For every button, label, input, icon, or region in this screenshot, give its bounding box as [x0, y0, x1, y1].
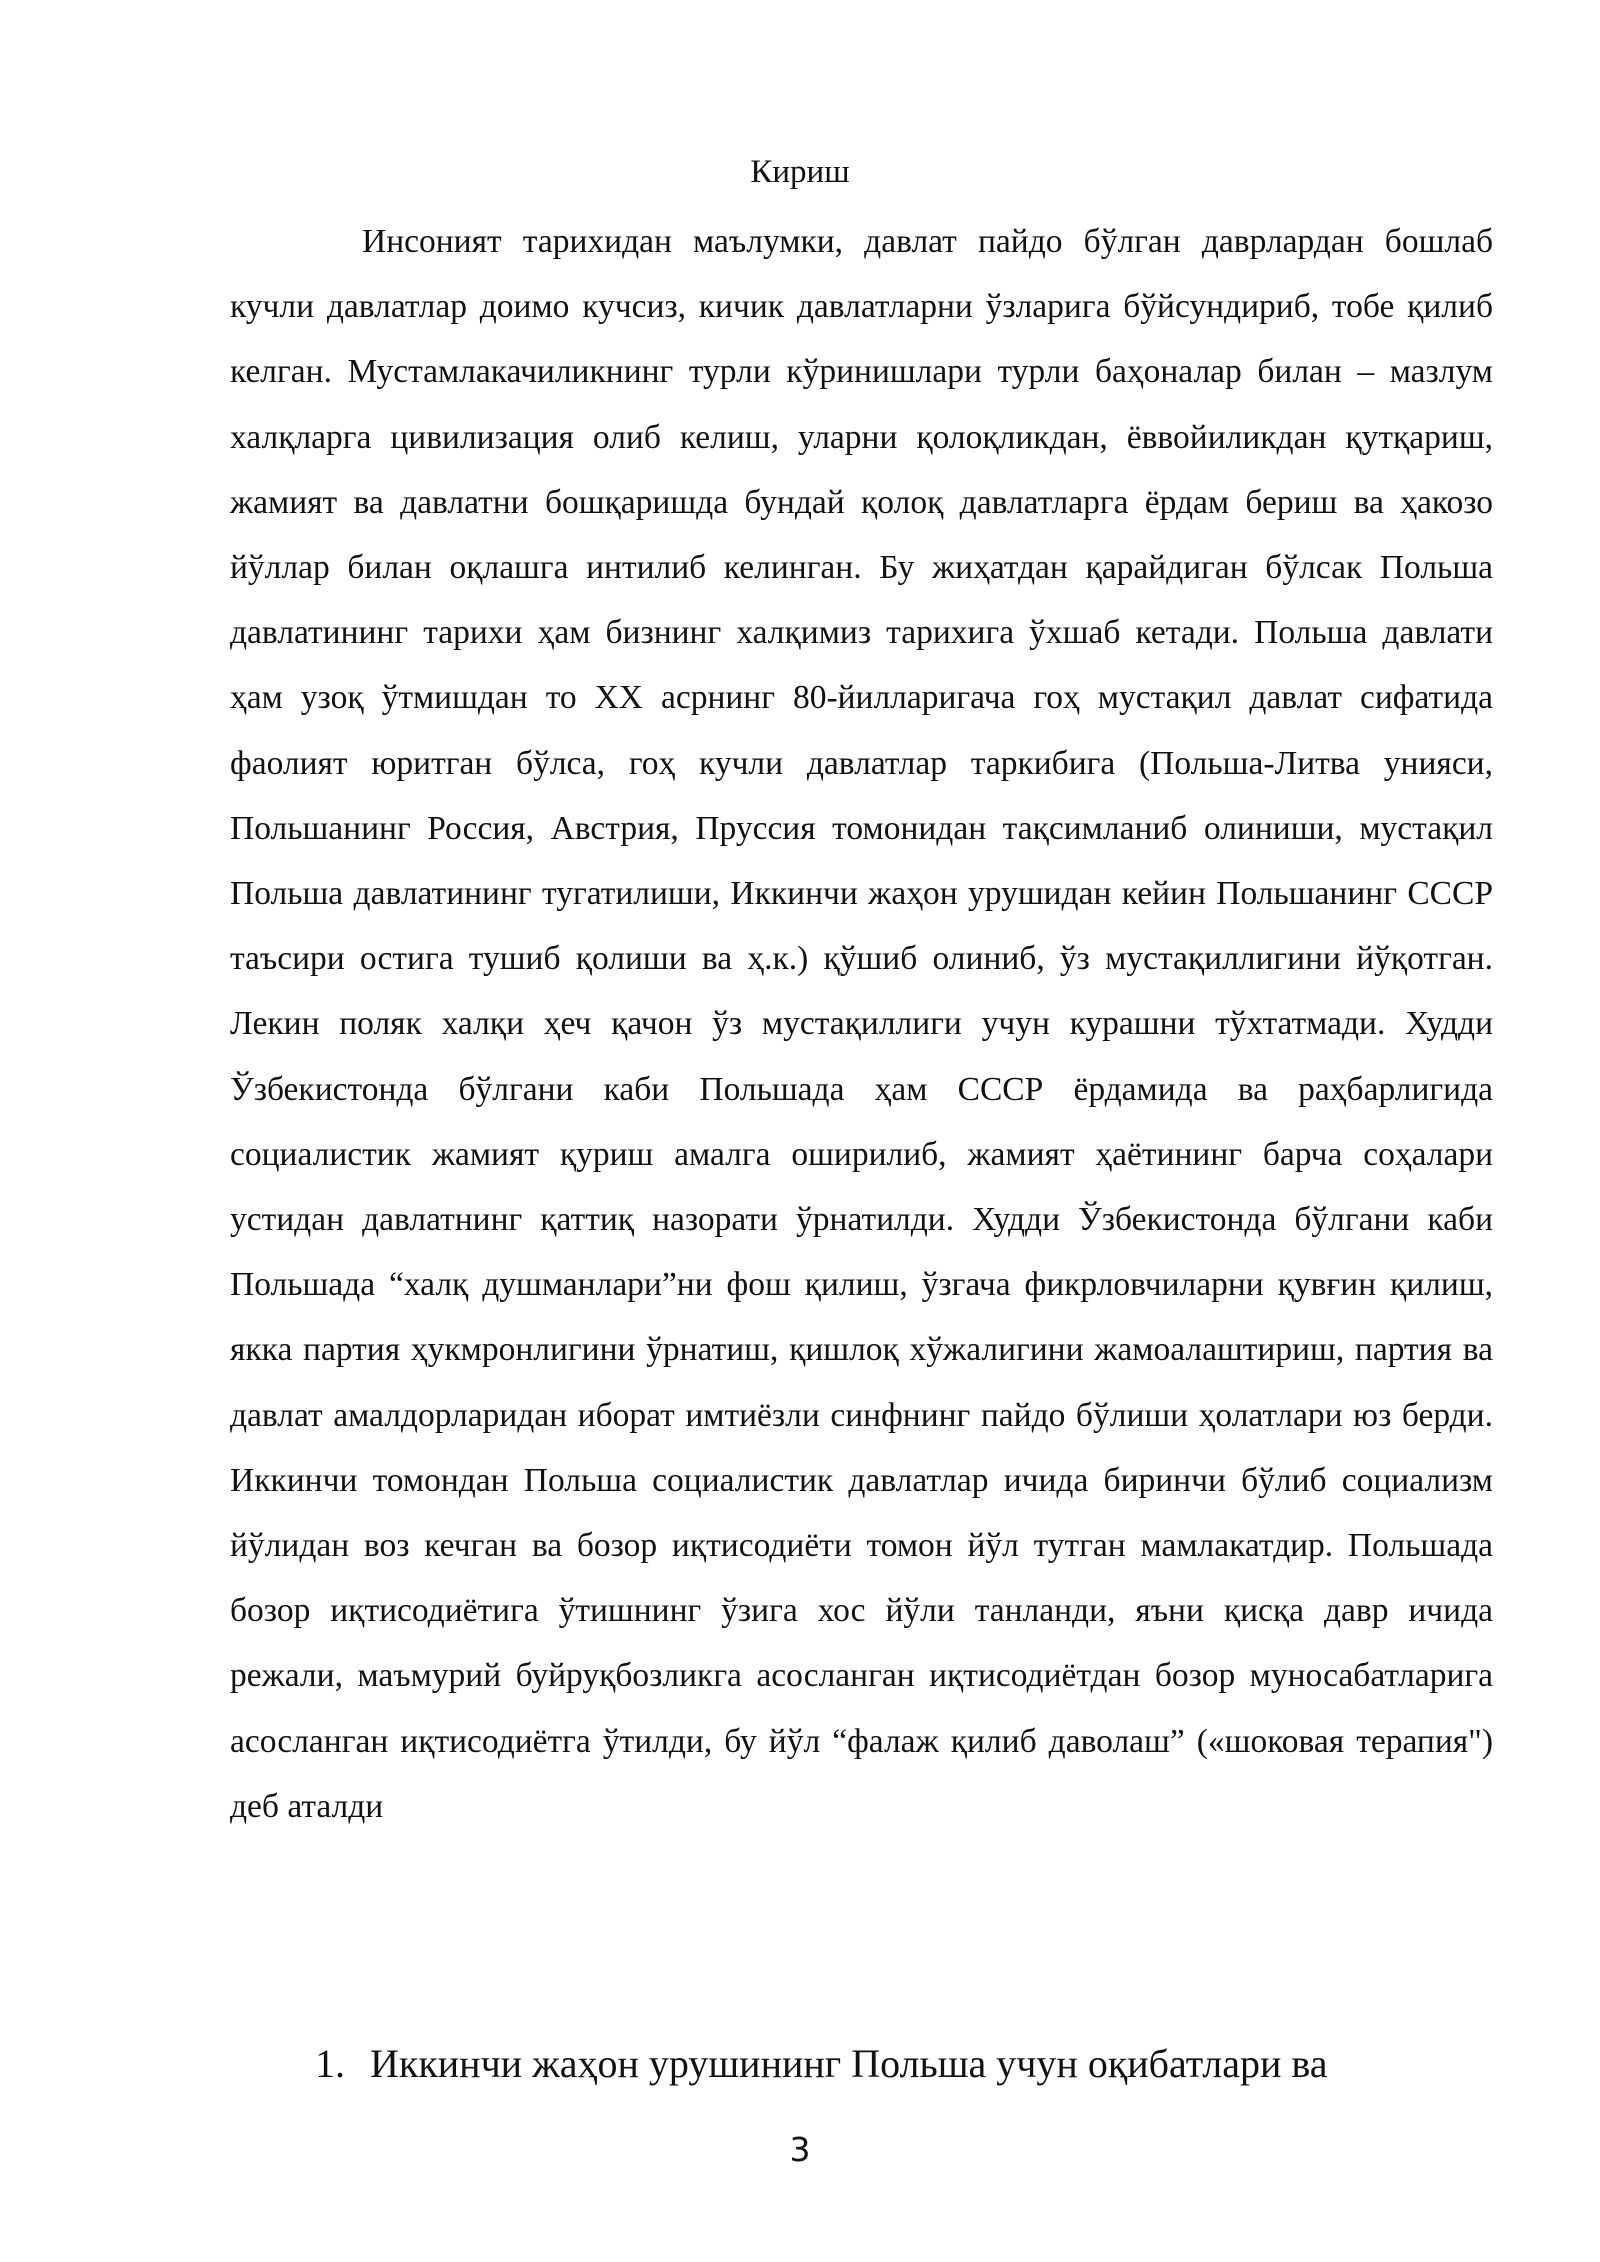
section-heading-text: Иккинчи жаҳон урушининг Польша учун оқибатлари ва: [370, 2041, 1328, 2086]
section-heading: [315, 2040, 1565, 2088]
page-title: Кириш: [750, 154, 850, 190]
page-number: 3: [789, 2130, 811, 2169]
body-paragraph: Инсоният тарихидан маълумки, давлат пайдо бўлган даврлардан бошлаб кучли давлатлар доимо кучсиз, кичик давлатларни ўзларига бўйсундириб, тобе қилиб келган. Мустамлакачиликнинг турли кўринишлари турли баҳоналар билан – мазлум халқларга цивилизация олиб келиш, уларни қолоқликдан, ёввойиликдан қутқариш, жамият ва давлатни бошқаришда бундай қолоқ давлатларга ёрдам бериш ва ҳакозо йўллар билан оқлашга интилиб келинган. Бу жиҳатдан қарайдиган бўлсак Польша давлатининг тарихи ҳам бизнинг халқимиз тарихига ўхшаб кетади. Польша давлати ҳам узоқ ўтмишдан то XX асрнинг 80-йилларигача гоҳ мустақил давлат сифатида фаолият юритган бўлса, гоҳ кучли давлатлар таркибига (Польша-Литва унияси, Польшанинг Россия, Австрия, Пруссия томонидан тақсимланиб олиниши, мустақил Польша давлатининг тугатилиши, Иккинчи жаҳон урушидан кейин Польшанинг СССР таъсири остига тушиб қолиши ва ҳ.к.) қўшиб олиниб, ўз мустақиллигини йўқотган. Лекин поляк халқи ҳеч қачон ўз мустақиллиги учун курашни тўхтатмади. Худди Ўзбекистонда бўлгани каби Польшада ҳам СССР ёрдамида ва раҳбарлигида социалистик жамият қуриш амалга оширилиб, жамият ҳаётининг барча соҳалари устидан давлатнинг қаттиқ назорати ўрнатилди. Худди Ўзбекистонда бўлгани каби Польшада “халқ душманлари”ни фош қилиш, ўзгача фикрловчиларни қувғин қилиш, якка партия ҳукмронлигини ўрнатиш, қишлоқ хўжалигини жамоалаштириш, партия ва давлат амалдорларидан иборат имтиёзли синфнинг пайдо бўлиши ҳолатлари юз берди. Иккинчи томондан Польша социалистик давлатлар ичида биринчи бўлиб социализм йўлидан воз кечган ва бозор иқтисодиёти томон йўл тутган мамлакатдир. Польшада бозор иқтисодиётига ўтишнинг ўзига хос йўли танланди, яъни қисқа давр ичида режали, маъмурий буйруқбозликга асосланган иқтисодиётдан бозор муносабатларига асосланган иқтисодиётга ўтилди, бу йўл “фалаж қилиб даволаш” («шоковая терапия") деб аталди: [230, 223, 1493, 1825]
section-heading-number: 1.: [315, 2041, 345, 2086]
